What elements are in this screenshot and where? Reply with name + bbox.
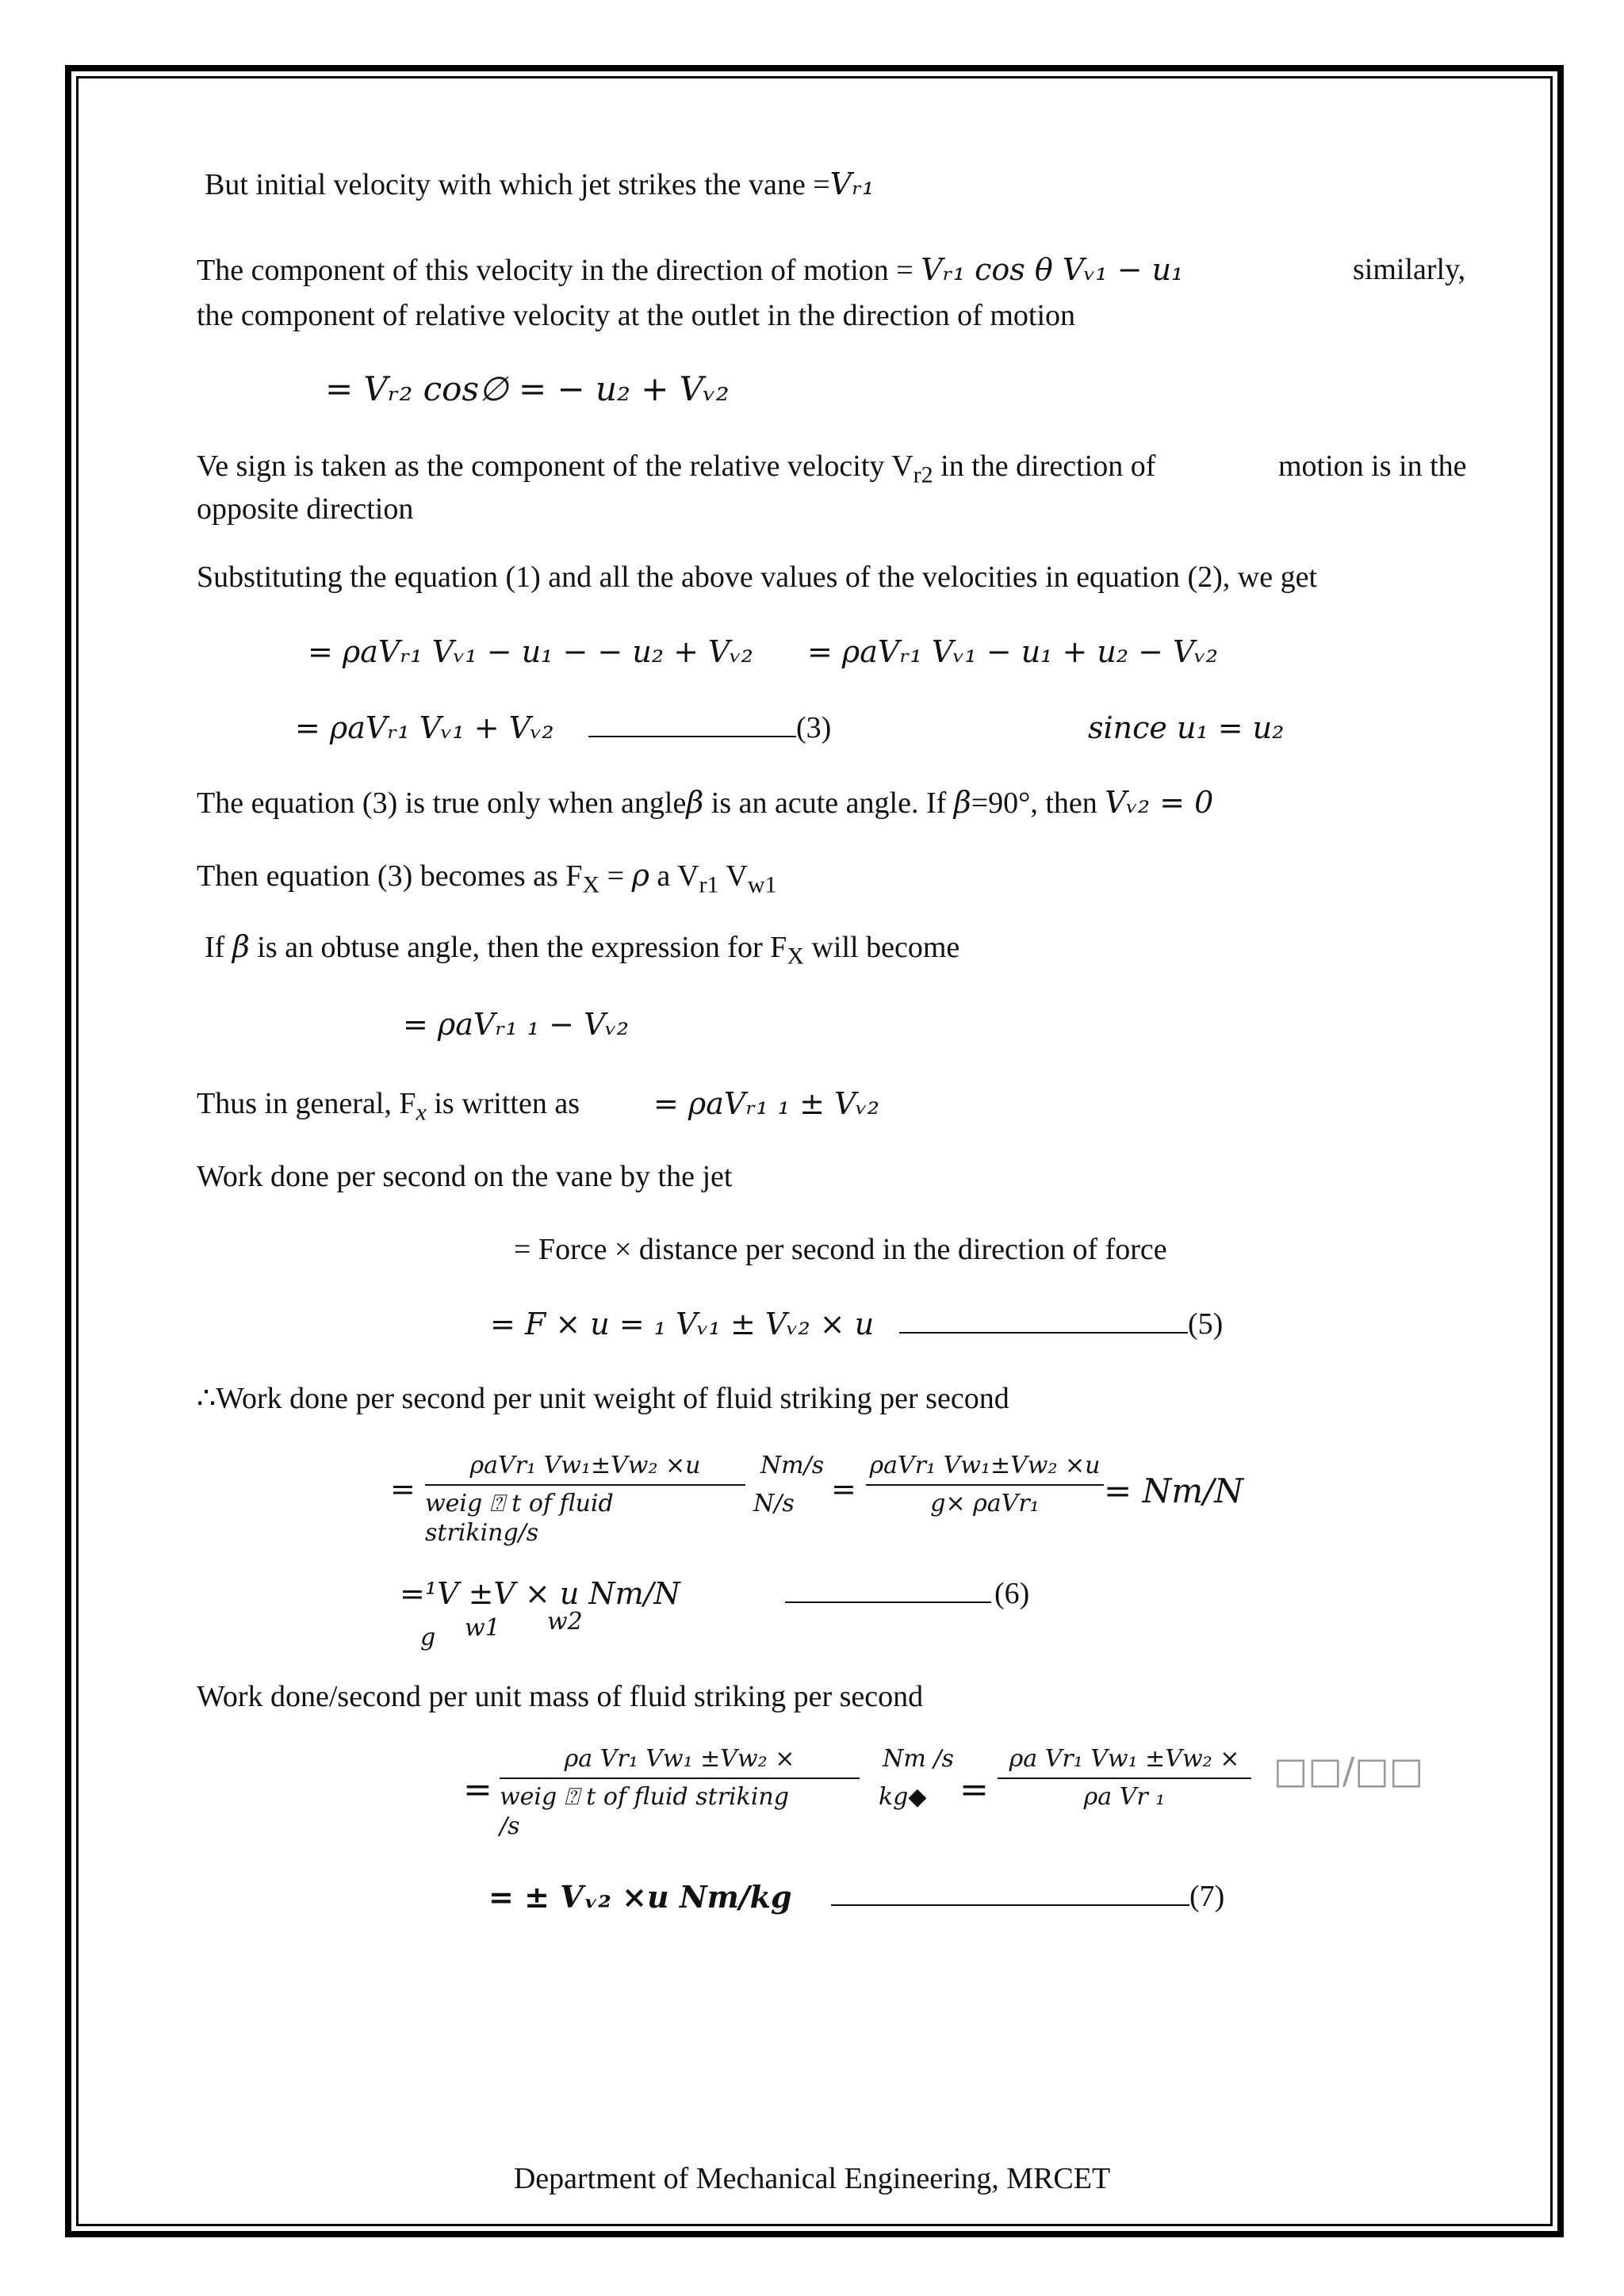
fraction-bar xyxy=(998,1777,1251,1779)
text-segment: in the direction of xyxy=(933,450,1156,483)
subscript: x xyxy=(416,1099,427,1126)
equation-since: since u₁ = u₂ xyxy=(1088,710,1285,745)
fraction-denominator-cont: striking/s xyxy=(425,1519,539,1547)
math-rho: ρ xyxy=(631,858,649,893)
text-segment: The equation (3) is true only when angle xyxy=(197,786,687,820)
equation-6: =¹V ±V × u Nm/N xyxy=(400,1576,680,1611)
unit-numerator: Nm /s xyxy=(883,1745,954,1773)
text-segment: will become xyxy=(803,931,960,964)
fraction-units-mass xyxy=(879,1744,958,1812)
text-segment: is written as xyxy=(426,1087,580,1120)
subscript: w1 xyxy=(747,871,777,898)
text-motion-in-the: motion is in the xyxy=(1278,450,1467,483)
text-work-done-per-second: Work done per second on the vane by the jet xyxy=(197,1160,733,1193)
equation-number: (5) xyxy=(1188,1307,1224,1341)
subscript: X xyxy=(787,943,804,970)
math-beta: β xyxy=(232,929,250,964)
fraction-denominator: weig ⍰ t of fluid striking xyxy=(500,1782,789,1811)
subscript: X xyxy=(582,871,600,898)
equation-5: = F × u = ₁ Vᵥ₁ ± Vᵥ₂ × u xyxy=(490,1307,875,1341)
text-segment: If xyxy=(205,931,232,964)
text-work-done-unit-mass: Work done/second per unit mass of fluid striking per second xyxy=(197,1680,924,1713)
math-component: Vᵣ₁ cos θ Vᵥ₁ − u₁ xyxy=(921,252,1184,287)
equation-number: (7) xyxy=(1189,1880,1225,1913)
equation-7-label xyxy=(831,1879,1224,1915)
fraction-work-per-weight xyxy=(425,1451,745,1548)
math-beta: β xyxy=(686,785,704,820)
text-segment: = xyxy=(599,859,632,893)
equation-outlet-component: = Vᵣ₂ cos∅ = − u₂ + Vᵥ₂ xyxy=(325,369,730,408)
fraction-bar xyxy=(879,1777,958,1779)
text-similarly: similarly, xyxy=(1353,253,1466,286)
denominator-g: g xyxy=(420,1624,436,1651)
blank-line xyxy=(588,736,796,737)
fraction-numerator: ρaVr₁ Vw₁±Vw₂ ×u xyxy=(469,1452,701,1479)
equation-number: (3) xyxy=(796,711,832,744)
fraction-work-per-mass xyxy=(500,1744,860,1842)
text-therefore-work-done-weight: ∴Work done per second per unit weight of fluid striking per second xyxy=(197,1382,1009,1415)
subscript-w1: w1 xyxy=(465,1614,500,1642)
equation-expanded: = ρaVᵣ₁ Vᵥ₁ − u₁ + u₂ − Vᵥ₂ xyxy=(807,634,1218,669)
equals-sign: = xyxy=(959,1770,989,1810)
text-force-times-distance: = Force × distance per second in the direction of force xyxy=(514,1233,1167,1266)
fraction-bar xyxy=(866,1484,1104,1486)
subscript: r2 xyxy=(913,461,933,488)
text-thus-in-general xyxy=(197,1086,580,1127)
text-opposite-direction: opposite direction xyxy=(197,492,414,526)
fraction-bar xyxy=(425,1484,745,1486)
fraction-numerator: ρa Vr₁ Vw₁ ±Vw₂ × xyxy=(564,1745,795,1773)
blank-line xyxy=(785,1601,991,1603)
text-segment: a V xyxy=(649,859,699,893)
unit-denominator: kg◆ xyxy=(879,1782,927,1811)
text-segment: V xyxy=(718,859,748,893)
text-initial-velocity xyxy=(205,166,875,204)
text-segment: Then equation (3) becomes as F xyxy=(197,859,583,893)
equals-sign: = xyxy=(390,1471,416,1506)
fraction-denominator: ρa Vr ₁ xyxy=(1083,1782,1166,1811)
page-border-inner xyxy=(76,76,1553,2226)
text-segment: Thus in general, F xyxy=(197,1087,416,1120)
equals-sign: = xyxy=(831,1471,856,1506)
equation-3: = ρaVᵣ₁ Vᵥ₁ + Vᵥ₂ xyxy=(295,710,554,745)
fraction-numerator: ρa Vr₁ Vw₁ ±Vw₂ × xyxy=(1009,1745,1240,1773)
text-segment: But initial velocity with which jet strikes the vane = xyxy=(205,168,830,201)
page-footer: Department of Mechanical Engineering, MRCET xyxy=(513,2162,1111,2195)
fraction-denominator: weig ⍰ t of fluid xyxy=(425,1489,614,1517)
text-equation-3-true xyxy=(197,785,1213,822)
unit-numerator: Nm/s xyxy=(760,1452,825,1479)
math-beta: β xyxy=(953,785,971,820)
blank-line xyxy=(831,1904,1189,1906)
text-substituting: Substituting the equation (1) and all the above values of the velocities in equation (2), we get xyxy=(197,561,1318,594)
text-component-motion xyxy=(197,252,1183,289)
text-segment: is an obtuse angle, then the expression for F xyxy=(249,931,787,964)
text-obtuse-angle xyxy=(205,929,959,971)
fraction-numerator: ρaVr₁ Vw₁±Vw₂ ×u xyxy=(869,1452,1101,1479)
equation-general: = ρaVᵣ₁ ₁ ± Vᵥ₂ xyxy=(653,1086,879,1121)
equation-obtuse: = ρaVᵣ₁ ₁ − Vᵥ₂ xyxy=(403,1007,629,1042)
fraction-simplified xyxy=(866,1451,1104,1518)
text-segment: is an acute angle. If xyxy=(703,786,954,820)
equation-5-label xyxy=(899,1307,1223,1343)
fraction-bar xyxy=(753,1484,831,1486)
subscript: r1 xyxy=(699,871,719,898)
fraction-units xyxy=(753,1451,831,1518)
text-ve-sign xyxy=(197,449,1155,490)
math-vw2-zero: Vᵥ₂ = 0 xyxy=(1105,785,1214,820)
math-vr1: Vᵣ₁ xyxy=(829,166,875,201)
equation-3-label xyxy=(588,710,831,747)
fraction-bar xyxy=(500,1777,860,1779)
equation-7: = ± Vᵥ₂ ×u Nm/kg xyxy=(488,1879,792,1915)
result-nm-per-n: = Nm/N xyxy=(1104,1471,1244,1510)
unit-denominator: N/s xyxy=(753,1489,795,1517)
fraction-denominator: g× ρaVr₁ xyxy=(930,1489,1040,1517)
text-segment: =90°, then xyxy=(971,786,1105,820)
fraction-denominator-cont: /s xyxy=(500,1812,520,1840)
fraction-mass-simplified xyxy=(998,1744,1251,1812)
equation-number: (6) xyxy=(994,1577,1030,1610)
equals-sign: = xyxy=(463,1770,492,1810)
text-segment: The component of this velocity in the direction of motion = xyxy=(197,254,914,287)
subscript-w2: w2 xyxy=(547,1608,583,1636)
text-relative-velocity-outlet: the component of relative velocity at the outlet in the direction of motion xyxy=(197,299,1076,332)
blank-line xyxy=(899,1332,1188,1334)
text-segment: Ve sign is taken as the component of the relative velocity V xyxy=(197,450,914,483)
equation-6-label xyxy=(785,1576,1029,1613)
text-then-equation-3 xyxy=(197,858,776,900)
result-missing-glyphs: □□/□□ xyxy=(1274,1749,1424,1792)
equation-substituted: = ρaVᵣ₁ Vᵥ₁ − u₁ − − u₂ + Vᵥ₂ xyxy=(308,634,753,669)
